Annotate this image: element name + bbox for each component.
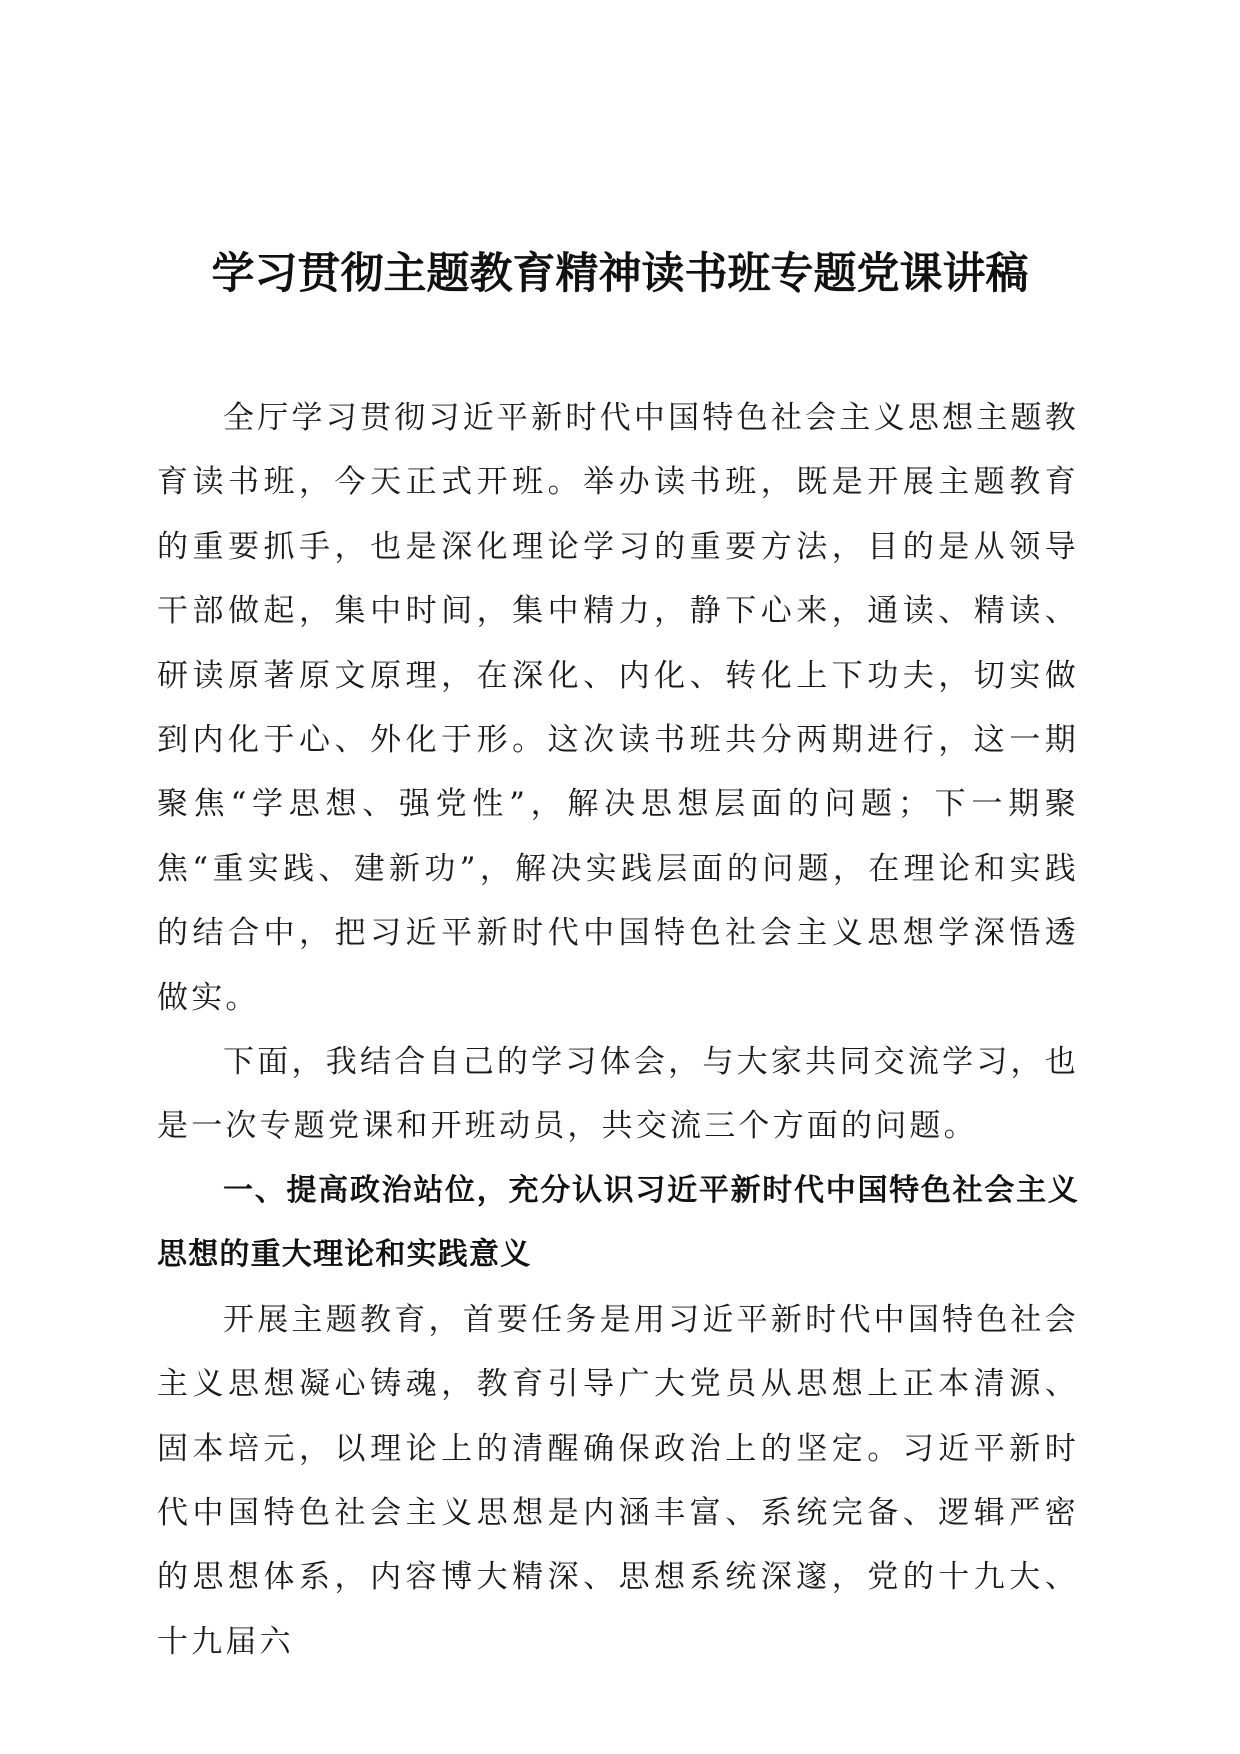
body-paragraph-intro: 全厅学习贯彻习近平新时代中国特色社会主义思想主题教育读书班，今天正式开班。举办读书班，既是开展主题教育的重要抓手，也是深化理论学习的重要方法，目的是从领导干部做起，集中时间，集中精力，静下心来，通读、精读、研读原著原文原理，在深化、内化、转化上下功夫，切实做到内化于心、外化于形。这次读书班共分两期进行，这一期聚焦“学思想、强党性”，解决思想层面的问题；下一期聚焦“重实践、建新功”，解决实践层面的问题，在理论和实践的结合中，把习近平新时代中国特色社会主义思想学深悟透做实。: [157, 400, 1079, 1016]
section-heading-1: 一、提高政治站位，充分认识习近平新时代中国特色社会主义思想的重大理论和实践意义: [157, 1172, 1079, 1273]
document-body: [157, 386, 1079, 1674]
body-paragraph-section-1: 开展主题教育，首要任务是用习近平新时代中国特色社会主义思想凝心铸魂，教育引导广大党员从思想上正本清源、固本培元，以理论上的清醒确保政治上的坚定。习近平新时代中国特色社会主义思想是内涵丰富、系统完备、逻辑严密的思想体系，内容博大精深、思想系统深邃，党的十九大、十九届六: [157, 1301, 1079, 1660]
body-paragraph-overview: 下面，我结合自己的学习体会，与大家共同交流学习，也是一次专题党课和开班动员，共交流三个方面的问题。: [157, 1044, 1079, 1145]
document-title: 学习贯彻主题教育精神读书班专题党课讲稿: [211, 249, 1029, 299]
